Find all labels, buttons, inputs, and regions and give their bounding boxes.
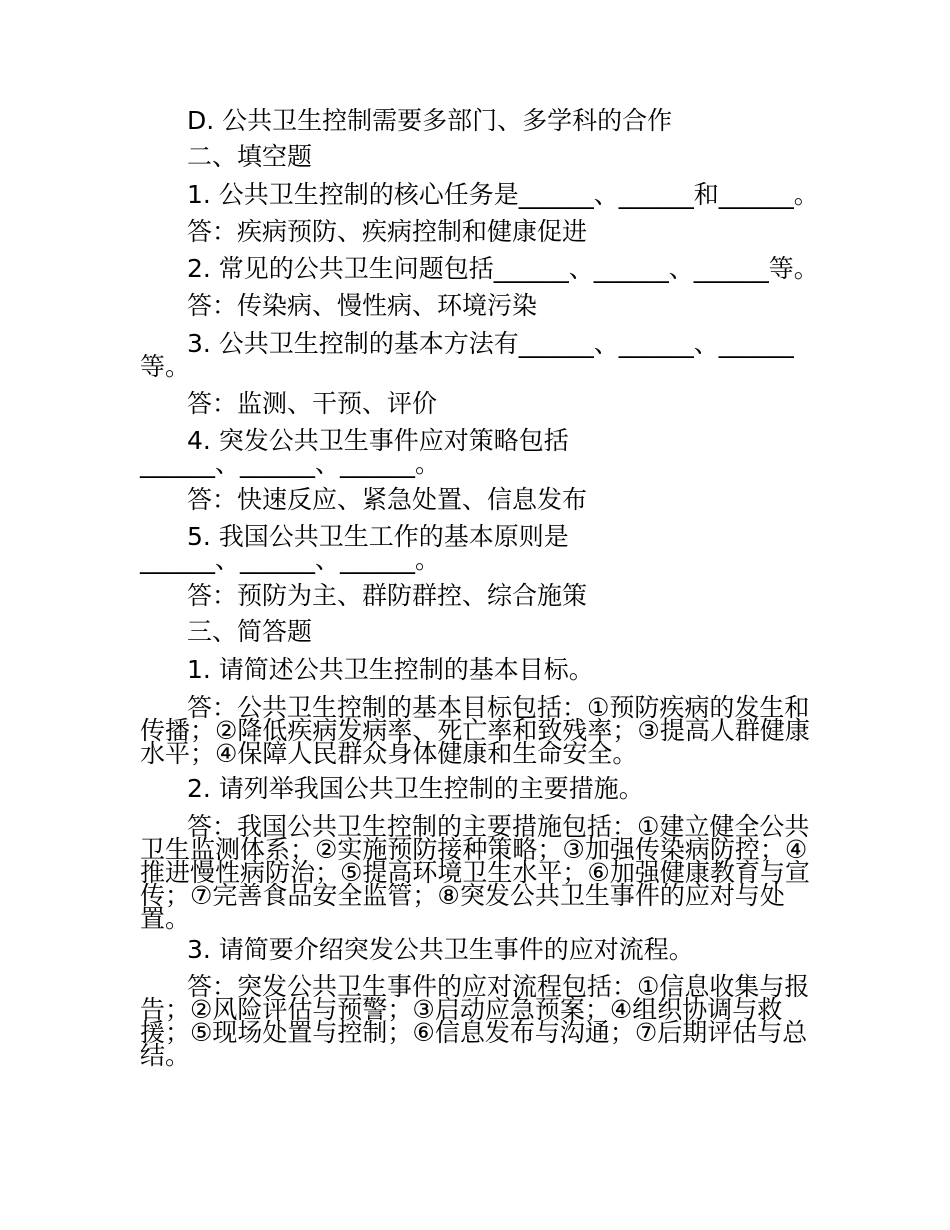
short-answer-2 bbox=[140, 812, 820, 933]
question-3-line-2: 等。 bbox=[140, 352, 191, 381]
question-2: 2. 常见的公共卫生问题包括______、______、______等。 bbox=[187, 254, 819, 283]
answer-line: 答：我国公共卫生控制的主要措施包括：①建立健全公共 bbox=[187, 812, 810, 841]
answer-line: 传；⑦完善食品安全监管；⑧突发公共卫生事件的应对与处 bbox=[140, 881, 785, 910]
answer-line: 传播；②降低疾病发病率、死亡率和致残率；③提高人群健康 bbox=[140, 716, 810, 745]
short-question-2: 2. 请列举我国公共卫生控制的主要措施。 bbox=[187, 774, 644, 803]
question-4-line-1: 4. 突发公共卫生事件应对策略包括 bbox=[187, 426, 569, 455]
question-3-line-1: 3. 公共卫生控制的基本方法有______、______、______ bbox=[187, 329, 794, 358]
answer-line: 结。 bbox=[140, 1041, 191, 1070]
question-4-line-2: ______、______、______。 bbox=[140, 449, 441, 478]
answer-line: 置。 bbox=[140, 904, 191, 933]
answer-5: 答：预防为主、群防群控、综合施策 bbox=[187, 581, 588, 610]
option-d: D. 公共卫生控制需要多部门、多学科的合作 bbox=[187, 106, 673, 135]
section-heading-fill-blank: 二、填空题 bbox=[187, 142, 313, 171]
answer-line: 水平；④保障人民群众身体健康和生命安全。 bbox=[140, 739, 638, 768]
question-5-line-1: 5. 我国公共卫生工作的基本原则是 bbox=[187, 522, 569, 551]
short-question-3: 3. 请简要介绍突发公共卫生事件的应对流程。 bbox=[187, 935, 694, 964]
answer-2: 答：传染病、慢性病、环境污染 bbox=[187, 291, 538, 320]
short-question-1: 1. 请简述公共卫生控制的基本目标。 bbox=[187, 655, 594, 684]
answer-line: 答：突发公共卫生事件的应对流程包括：①信息收集与报 bbox=[187, 972, 810, 1001]
answer-line: 告；②风险评估与预警；③启动应急预案；④组织协调与救 bbox=[140, 995, 783, 1024]
short-answer-1 bbox=[140, 693, 820, 768]
answer-3: 答：监测、干预、评价 bbox=[187, 389, 438, 418]
answer-1: 答：疾病预防、疾病控制和健康促进 bbox=[187, 217, 588, 246]
section-heading-short-answer: 三、简答题 bbox=[187, 617, 313, 646]
answer-line: 援；⑤现场处置与控制；⑥信息发布与沟通；⑦后期评估与总 bbox=[140, 1018, 808, 1047]
question-1: 1. 公共卫生控制的核心任务是______、______和______。 bbox=[187, 180, 819, 209]
answer-4: 答：快速反应、紧急处置、信息发布 bbox=[187, 485, 588, 514]
answer-line: 卫生监测体系；②实施预防接种策略；③加强传染病防控；④ bbox=[140, 835, 808, 864]
question-5-line-2: ______、______、______。 bbox=[140, 545, 441, 574]
answer-line: 推进慢性病防治；⑤提高环境卫生水平；⑥加强健康教育与宣 bbox=[140, 858, 810, 887]
answer-line: 答：公共卫生控制的基本目标包括：①预防疾病的发生和 bbox=[187, 693, 810, 722]
short-answer-3 bbox=[140, 972, 820, 1070]
